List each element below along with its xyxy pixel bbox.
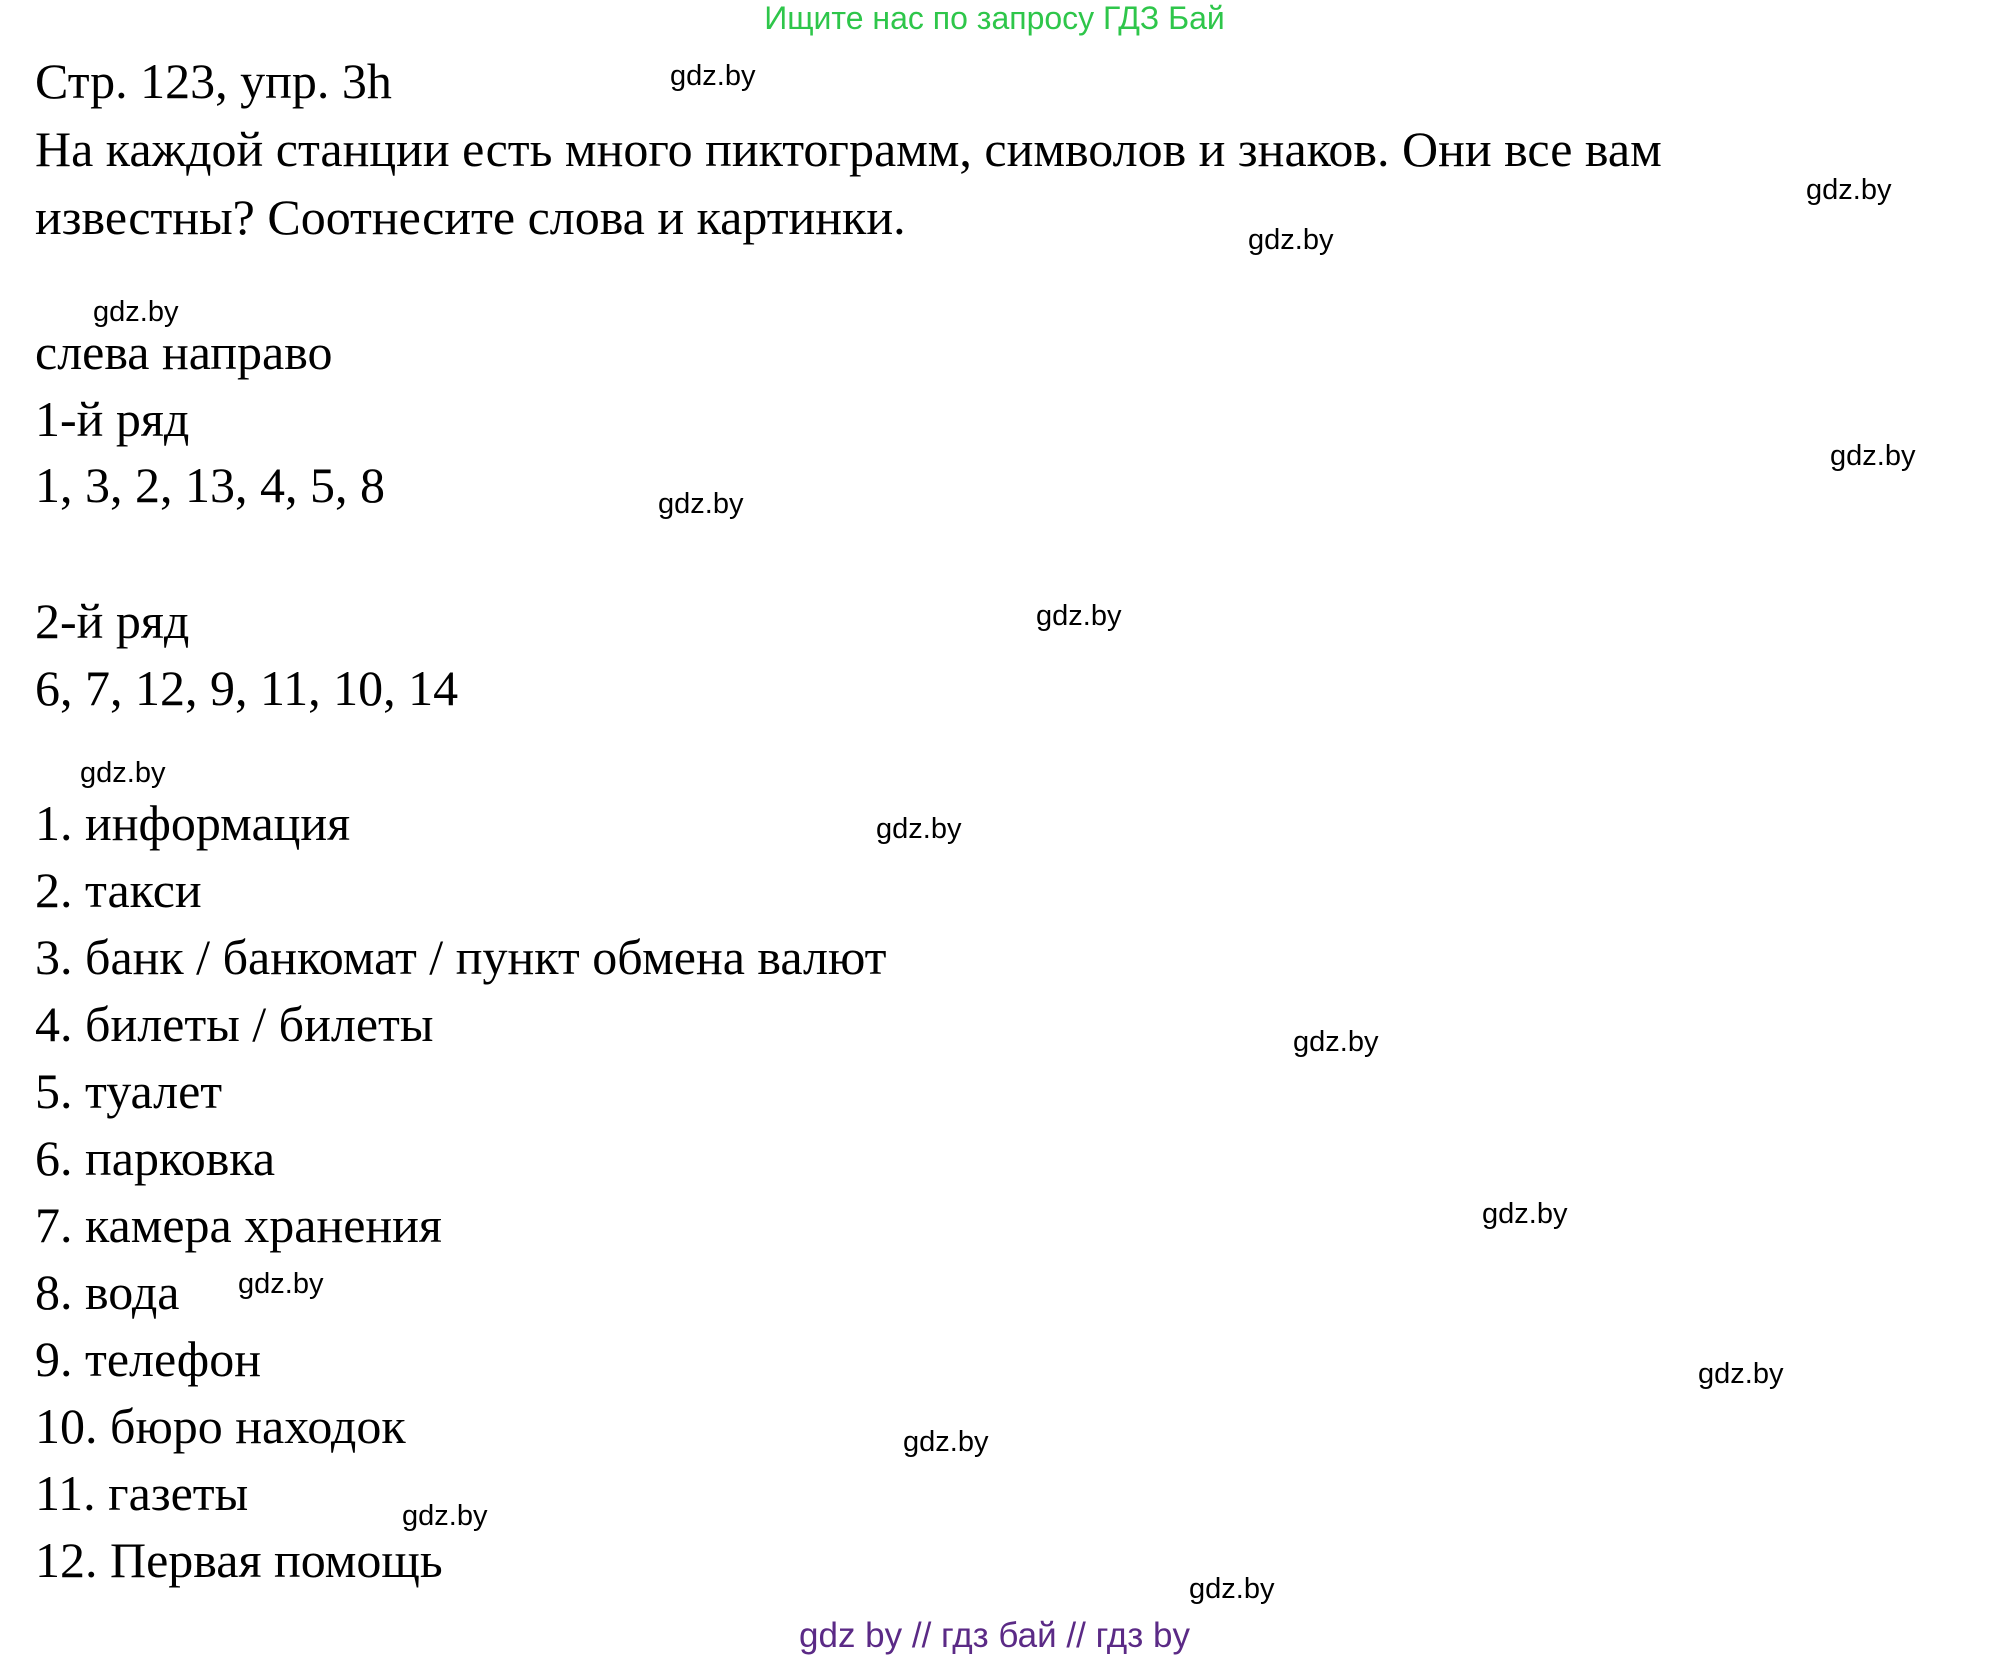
row-2-values: 6, 7, 12, 9, 11, 10, 14	[35, 660, 459, 716]
list-item: 7. камера хранения	[35, 1197, 442, 1253]
watermark: gdz.by	[1248, 224, 1334, 256]
watermark: gdz.by	[1189, 1573, 1275, 1605]
list-item: 8. вода	[35, 1264, 180, 1320]
watermark: gdz.by	[1698, 1358, 1784, 1390]
list-item: 10. бюро находок	[35, 1398, 406, 1454]
row-1-label: 1-й ряд	[35, 391, 190, 447]
watermark: gdz.by	[1293, 1026, 1379, 1058]
watermark: gdz.by	[658, 488, 744, 520]
page-title: Стр. 123, упр. 3h	[35, 53, 392, 109]
list-item: 3. банк / банкомат / пункт обмена валют	[35, 929, 887, 985]
watermark: gdz.by	[1806, 174, 1892, 206]
watermark: gdz.by	[402, 1500, 488, 1532]
footer-watermark: gdz by // гдз бай // гдз by	[799, 1616, 1190, 1655]
search-banner: Ищите нас по запросу ГДЗ Бай	[764, 0, 1225, 36]
list-item: 6. парковка	[35, 1130, 276, 1186]
watermark: gdz.by	[80, 757, 166, 789]
list-item: 9. телефон	[35, 1331, 261, 1387]
direction-label: слева направо	[35, 324, 333, 380]
list-item: 12. Первая помощь	[35, 1532, 443, 1588]
watermark: gdz.by	[670, 60, 756, 92]
watermark: gdz.by	[1482, 1198, 1568, 1230]
list-item: 1. информация	[35, 795, 351, 851]
task-text-line-1: На каждой станции есть много пиктограмм, символов и знаков. Они все вам	[35, 121, 1662, 177]
watermark: gdz.by	[93, 296, 179, 328]
row-1-values: 1, 3, 2, 13, 4, 5, 8	[35, 457, 385, 513]
watermark: gdz.by	[1830, 440, 1916, 472]
watermark: gdz.by	[238, 1268, 324, 1300]
watermark: gdz.by	[876, 813, 962, 845]
list-item: 2. такси	[35, 862, 202, 918]
list-item: 11. газеты	[35, 1465, 249, 1521]
task-text-line-2: известны? Соотнесите слова и картинки.	[35, 189, 906, 245]
list-item: 4. билеты / билеты	[35, 996, 434, 1052]
row-2-label: 2-й ряд	[35, 593, 190, 649]
watermark: gdz.by	[903, 1426, 989, 1458]
list-item: 5. туалет	[35, 1063, 223, 1119]
watermark: gdz.by	[1036, 600, 1122, 632]
